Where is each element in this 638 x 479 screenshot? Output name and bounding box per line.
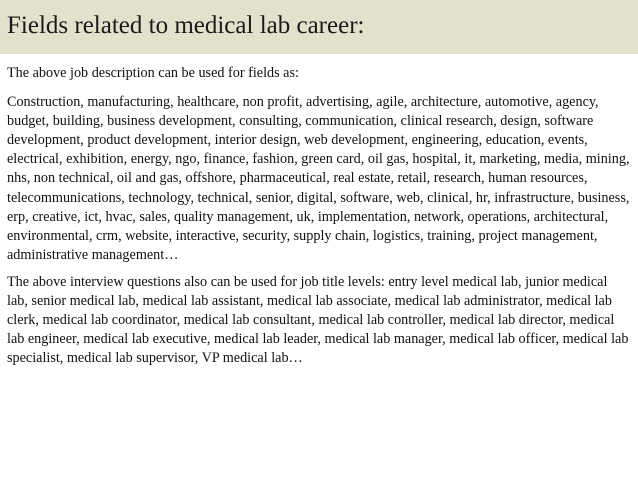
title-band bbox=[0, 0, 638, 54]
slide-body bbox=[7, 64, 631, 376]
fields-paragraph: Construction, manufacturing, healthcare, non profit, advertising, agile, architecture, automotive, agency, budget, building, business development, consulting, communication, clinical research, design, software development, product development, interior design, web development, engineering, education, events, electrical, exhibition, energy, ngo, finance, fashion, green card, oil gas, hospital, it, marketing, media, mining, nhs, non technical, oil and gas, offshore, pharmaceutical, real estate, retail, research, human resources, telecommunications, technology, technical, senior, digital, software, web, clinical, hr, infrastructure, business, erp, creative, ict, hvac, sales, quality management, uk, implementation, network, operations, architectural, environmental, crm, website, interactive, security, supply chain, logistics, training, project management, administrative management… bbox=[7, 94, 630, 263]
intro-paragraph: The above job description can be used for fields as: bbox=[7, 65, 299, 81]
slide-title: Fields related to medical lab career: bbox=[7, 12, 365, 39]
job-levels-paragraph: The above interview questions also can be used for job title levels: entry level medical lab, junior medical lab, senior medical lab, medical lab assistant, medical lab associate, medical lab administrator, medical lab clerk, medical lab coordinator, medical lab consultant, medical lab controller, medical lab director, medical lab engineer, medical lab executive, medical lab leader, medical lab manager, medical lab officer, medical lab specialist, medical lab supervisor, VP medical lab… bbox=[7, 273, 629, 367]
